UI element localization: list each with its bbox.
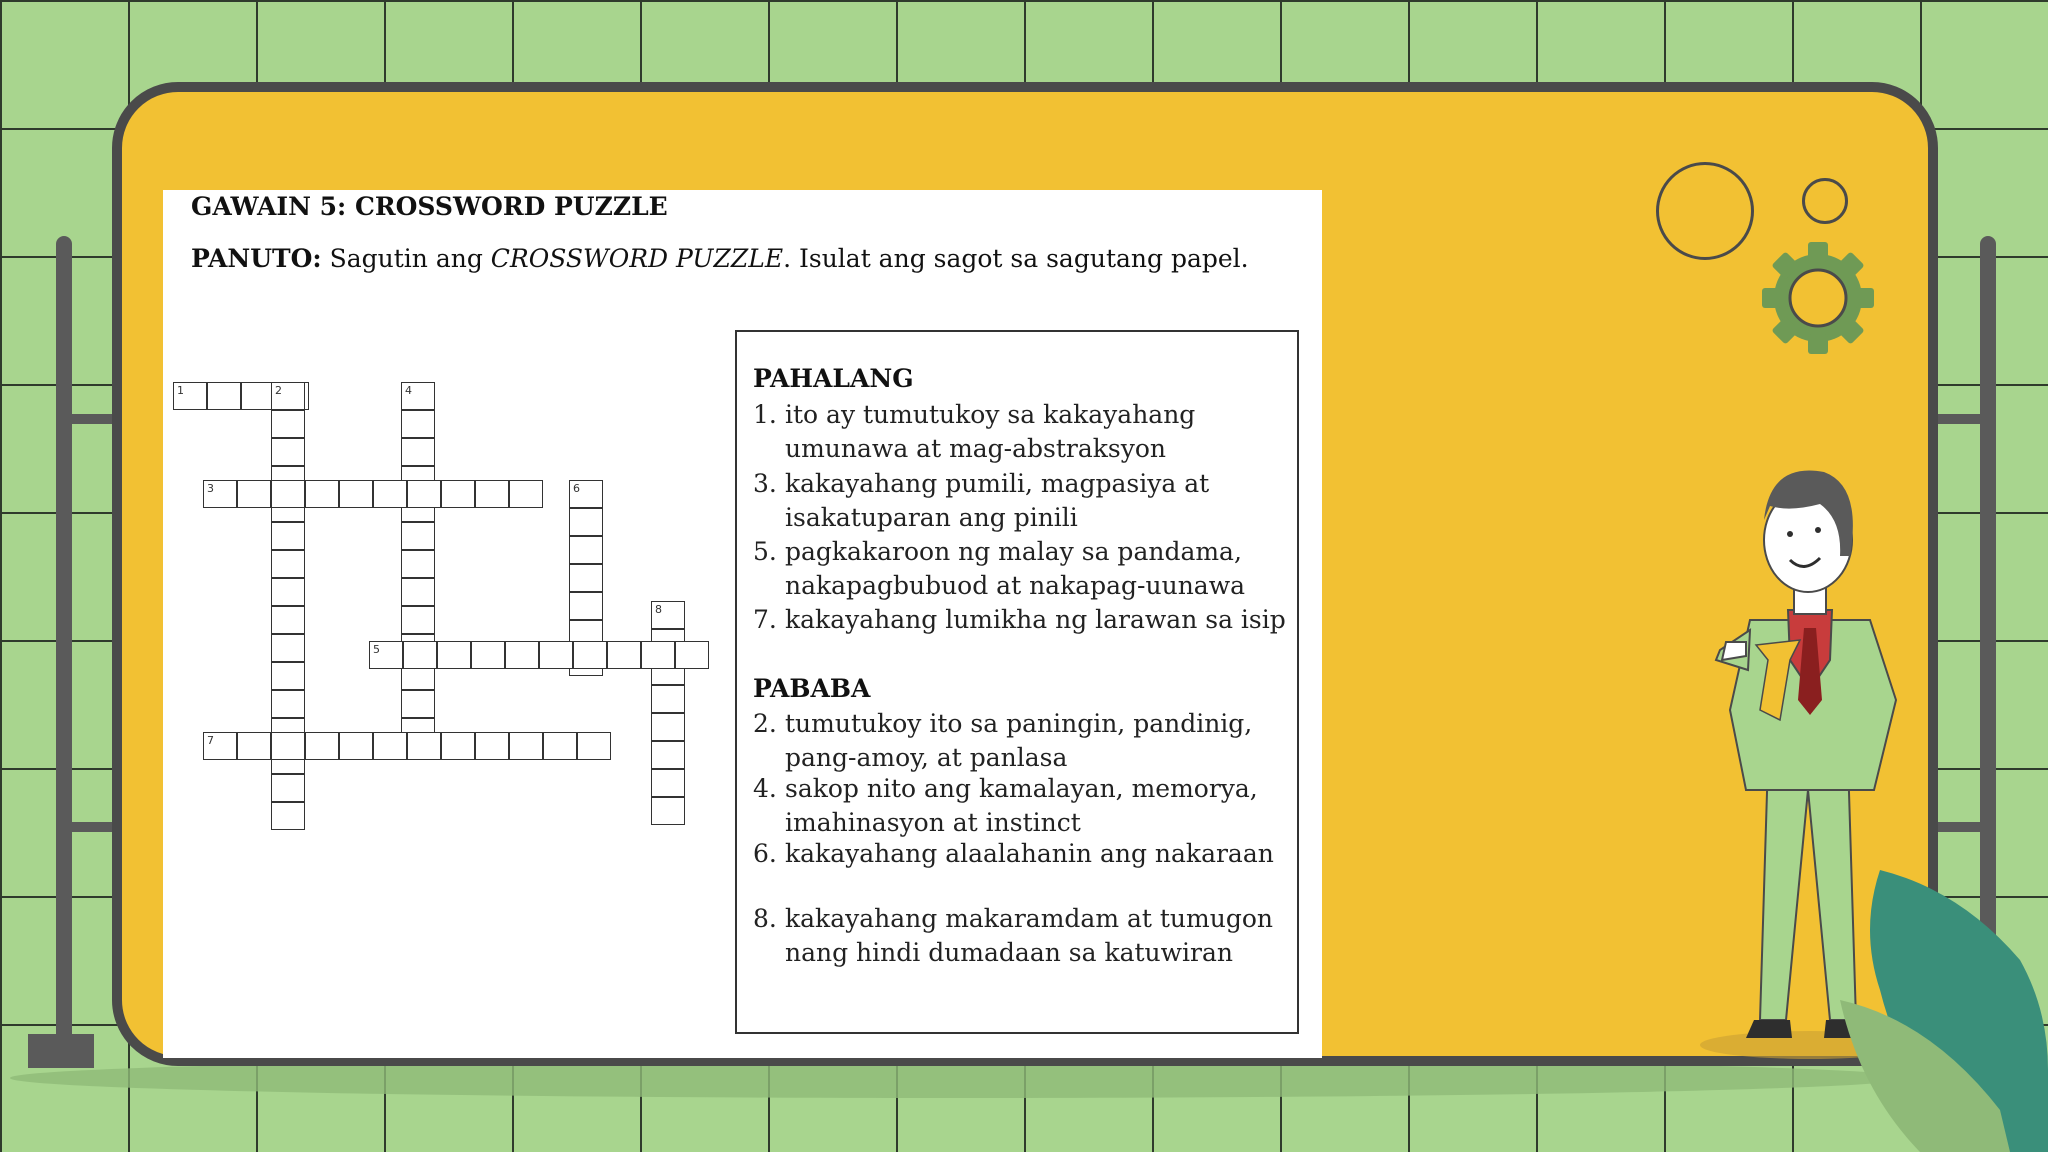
clue-text: sakop nito ang kamalayan, memorya, imahinasyon at instinct bbox=[785, 774, 1258, 837]
clues-box bbox=[735, 330, 1299, 1034]
clue-text: kakayahang pumili, magpasiya at isakatuparan ang pinili bbox=[785, 469, 1210, 532]
crossword-cell bbox=[271, 634, 305, 662]
clue-text: kakayahang alaalahanin ang nakaraan bbox=[785, 839, 1274, 868]
crossword-cell bbox=[305, 732, 339, 760]
deco-circle-large bbox=[1656, 162, 1754, 260]
crossword-cell bbox=[271, 438, 305, 466]
clue-number: 2. bbox=[753, 709, 777, 738]
clue-number: 1. bbox=[753, 400, 777, 429]
crossword-clue-number: 3 bbox=[207, 482, 214, 495]
clue-down-6 bbox=[753, 837, 1293, 871]
deco-circle-small bbox=[1802, 178, 1848, 224]
clue-number: 7. bbox=[753, 605, 777, 634]
clue-down-2 bbox=[753, 707, 1293, 775]
crossword-cell bbox=[241, 382, 275, 410]
crossword-cell bbox=[401, 578, 435, 606]
worksheet-instruction bbox=[191, 244, 1249, 273]
crossword-cell bbox=[675, 641, 709, 669]
across-heading: PAHALANG bbox=[753, 364, 914, 393]
crossword-cell bbox=[471, 641, 505, 669]
clue-across-5 bbox=[753, 535, 1293, 603]
crossword-cell bbox=[339, 732, 373, 760]
crossword-cell bbox=[271, 774, 305, 802]
clue-text: pagkakaroon ng malay sa pandama, nakapagbubuod at nakapag-uunawa bbox=[785, 537, 1246, 600]
fence-rail bbox=[1930, 822, 1990, 832]
crossword-cell bbox=[271, 690, 305, 718]
leaf-decoration bbox=[1840, 870, 2048, 1152]
crossword-cell bbox=[607, 641, 641, 669]
clue-number: 5. bbox=[753, 537, 777, 566]
clue-number: 3. bbox=[753, 469, 777, 498]
crossword-cell bbox=[271, 410, 305, 438]
clue-down-4 bbox=[753, 772, 1293, 840]
clue-number: 6. bbox=[753, 839, 777, 868]
crossword-cell bbox=[271, 802, 305, 830]
crossword-cell bbox=[509, 480, 543, 508]
crossword-clue-number: 5 bbox=[373, 643, 380, 656]
instruction-post: . Isulat ang sagot sa sagutang papel. bbox=[783, 244, 1249, 273]
crossword-clue-number: 1 bbox=[177, 384, 184, 397]
crossword-cell bbox=[505, 641, 539, 669]
crossword-cell bbox=[437, 641, 471, 669]
crossword-clue-number: 4 bbox=[405, 384, 412, 397]
crossword-cell bbox=[403, 641, 437, 669]
crossword-cell bbox=[651, 713, 685, 741]
crossword-cell bbox=[441, 480, 475, 508]
clue-across-7 bbox=[753, 603, 1293, 637]
clue-across-3 bbox=[753, 467, 1293, 535]
crossword-cell bbox=[271, 732, 305, 760]
clue-text: kakayahang lumikha ng larawan sa isip bbox=[785, 605, 1286, 634]
crossword-cell bbox=[577, 732, 611, 760]
crossword-cell bbox=[509, 732, 543, 760]
clue-text: ito ay tumutukoy sa kakayahang umunawa at mag-abstraksyon bbox=[785, 400, 1196, 463]
crossword-cell bbox=[441, 732, 475, 760]
crossword-cell bbox=[651, 741, 685, 769]
crossword-cell bbox=[237, 732, 271, 760]
crossword-cell bbox=[475, 480, 509, 508]
crossword-clue-number: 2 bbox=[275, 384, 282, 397]
crossword-cell bbox=[373, 480, 407, 508]
crossword-cell bbox=[573, 641, 607, 669]
post-base bbox=[28, 1034, 94, 1068]
clue-number: 8. bbox=[753, 904, 777, 933]
crossword-clue-number: 8 bbox=[655, 603, 662, 616]
crossword-cell bbox=[271, 550, 305, 578]
crossword-cell bbox=[407, 480, 441, 508]
fence-rail bbox=[1930, 414, 1990, 424]
crossword-cell bbox=[401, 690, 435, 718]
down-heading: PABABA bbox=[753, 674, 871, 703]
crossword-cell bbox=[271, 578, 305, 606]
instruction-pre: Sagutin ang bbox=[321, 244, 491, 273]
crossword-cell bbox=[271, 662, 305, 690]
crossword-cell bbox=[569, 592, 603, 620]
crossword-cell bbox=[401, 410, 435, 438]
clue-text: tumutukoy ito sa paningin, pandinig, pang-amoy, at panlasa bbox=[785, 709, 1253, 772]
fence-post-left bbox=[56, 236, 72, 1066]
crossword-cell bbox=[401, 438, 435, 466]
worksheet bbox=[163, 190, 1322, 1058]
instruction-label: PANUTO: bbox=[191, 244, 322, 273]
gear-icon bbox=[1756, 236, 1880, 360]
crossword-cell bbox=[539, 641, 573, 669]
instruction-italic: CROSSWORD PUZZLE bbox=[490, 244, 784, 273]
crossword-clue-number: 6 bbox=[573, 482, 580, 495]
clue-text: kakayahang makaramdam at tumugon nang hindi dumadaan sa katuwiran bbox=[785, 904, 1273, 967]
worksheet-title: GAWAIN 5: CROSSWORD PUZZLE bbox=[191, 192, 668, 221]
crossword-cell bbox=[401, 606, 435, 634]
clue-across-1 bbox=[753, 398, 1293, 466]
crossword-cell bbox=[651, 769, 685, 797]
crossword-cell bbox=[569, 536, 603, 564]
crossword-cell bbox=[543, 732, 577, 760]
crossword-cell bbox=[237, 480, 271, 508]
clue-down-8 bbox=[753, 902, 1293, 970]
crossword-cell bbox=[651, 685, 685, 713]
crossword-clue-number: 7 bbox=[207, 734, 214, 747]
crossword-cell bbox=[651, 797, 685, 825]
crossword-cell bbox=[271, 606, 305, 634]
crossword-cell bbox=[207, 382, 241, 410]
crossword-cell bbox=[401, 550, 435, 578]
crossword-cell bbox=[641, 641, 675, 669]
crossword-cell bbox=[569, 508, 603, 536]
crossword-cell bbox=[271, 480, 305, 508]
clue-number: 4. bbox=[753, 774, 777, 803]
crossword-cell bbox=[569, 564, 603, 592]
crossword-cell bbox=[475, 732, 509, 760]
crossword-cell bbox=[305, 480, 339, 508]
crossword-cell bbox=[407, 732, 441, 760]
crossword-cell bbox=[373, 732, 407, 760]
crossword-cell bbox=[339, 480, 373, 508]
crossword-cell bbox=[401, 522, 435, 550]
crossword-cell bbox=[271, 522, 305, 550]
